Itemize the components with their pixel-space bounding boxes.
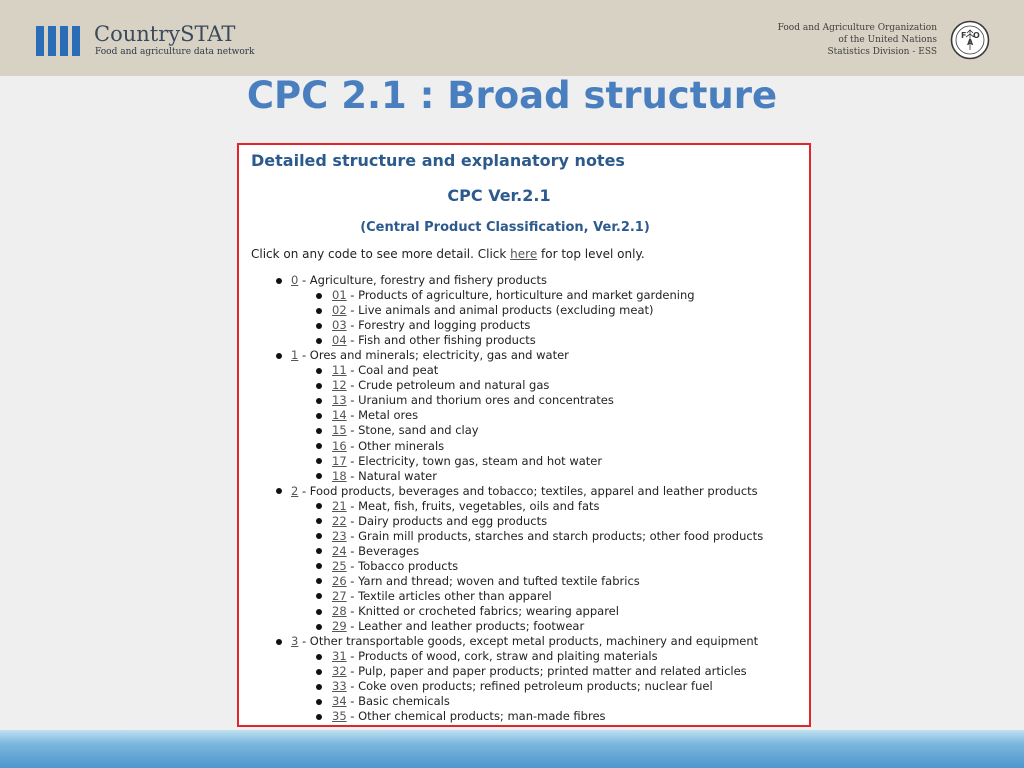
item-label: - Food products, beverages and tobacco; textiles, apparel and leather products (298, 483, 758, 498)
code-link[interactable]: 35 (332, 709, 347, 724)
code-link[interactable]: 27 (332, 588, 347, 603)
item-label: - Forestry and logging products (346, 318, 531, 333)
bullet-icon (316, 383, 322, 389)
code-link[interactable]: 25 (332, 558, 347, 573)
code-link[interactable]: 33 (332, 679, 347, 694)
svg-text:O: O (973, 31, 980, 40)
division-item (251, 589, 811, 604)
division-item (251, 408, 811, 423)
panel-subheading-full: (Central Product Classification, Ver.2.1) (360, 220, 650, 235)
bullet-icon (316, 699, 322, 705)
division-item (251, 544, 811, 559)
item-label: - Pulp, paper and paper products; printed matter and related articles (346, 664, 747, 679)
bullet-icon (316, 413, 322, 419)
division-item (251, 649, 811, 664)
section-item (251, 634, 811, 649)
code-link[interactable]: 2 (291, 483, 299, 498)
instruction-after: for top level only. (537, 247, 645, 261)
item-label: - Electricity, town gas, steam and hot water (346, 453, 603, 468)
division-item (251, 559, 811, 574)
bullet-icon (316, 473, 322, 479)
division-item (251, 529, 811, 544)
code-link[interactable]: 29 (332, 619, 347, 634)
item-label: - Coal and peat (346, 363, 439, 378)
item-label: - Meat, fish, fruits, vegetables, oils and fats (346, 498, 600, 513)
code-link[interactable]: 15 (332, 423, 347, 438)
division-item (251, 499, 811, 514)
panel-heading: Detailed structure and explanatory notes (251, 151, 625, 170)
bullet-icon (316, 293, 322, 299)
bullet-icon (316, 503, 322, 509)
item-label: - Basic chemicals (346, 694, 450, 709)
code-link[interactable]: 14 (332, 408, 347, 423)
header-band (0, 0, 1024, 76)
code-link[interactable]: 31 (332, 649, 347, 664)
code-link[interactable]: 11 (332, 363, 347, 378)
bullet-icon (316, 593, 322, 599)
item-label: - Beverages (346, 543, 420, 558)
division-item (251, 679, 811, 694)
division-item (251, 378, 811, 393)
slide-title: CPC 2.1 : Broad structure (246, 74, 778, 117)
code-link[interactable]: 26 (332, 573, 347, 588)
code-link[interactable]: 34 (332, 694, 347, 709)
bullet-icon (316, 714, 322, 720)
code-link[interactable]: 13 (332, 393, 347, 408)
item-label: - Coke oven products; refined petroleum products; nuclear fuel (346, 679, 713, 694)
division-item (251, 514, 811, 529)
item-label: - Leather and leather products; footwear (346, 619, 585, 634)
division-item (251, 454, 811, 469)
code-link[interactable]: 16 (332, 438, 347, 453)
instruction-text (251, 247, 645, 261)
instruction-before: Click on any code to see more detail. Click (251, 247, 511, 261)
bullet-icon (316, 518, 322, 524)
code-link[interactable]: 28 (332, 604, 347, 619)
bullet-icon (316, 338, 322, 344)
division-item (251, 469, 811, 484)
item-label: - Stone, sand and clay (346, 423, 479, 438)
bullet-icon (316, 308, 322, 314)
bullet-icon (276, 639, 282, 645)
code-link[interactable]: 03 (332, 318, 347, 333)
item-label: - Dairy products and egg products (346, 513, 548, 528)
division-item (251, 694, 811, 709)
item-label: - Other minerals (346, 438, 445, 453)
code-link[interactable]: 23 (332, 528, 347, 543)
bullet-icon (316, 563, 322, 569)
division-item (251, 318, 811, 333)
cpc-structure-panel (237, 143, 811, 727)
item-label: - Live animals and animal products (excluding meat) (346, 303, 654, 318)
code-link[interactable]: 1 (291, 348, 299, 363)
fao-emblem-icon (950, 20, 990, 60)
bullet-icon (276, 353, 282, 359)
division-item (251, 439, 811, 454)
svg-text:A: A (967, 38, 974, 47)
section-item (251, 273, 811, 288)
item-label: - Yarn and thread; woven and tufted textile fabrics (346, 573, 640, 588)
code-link[interactable]: 3 (291, 634, 299, 649)
bullet-icon (316, 398, 322, 404)
item-label: - Natural water (346, 468, 437, 483)
org-line: Food and Agriculture Organization (777, 23, 937, 33)
code-link[interactable]: 32 (332, 664, 347, 679)
panel-subheading: CPC Ver.2.1 (447, 186, 551, 205)
top-level-link[interactable]: here (510, 247, 538, 261)
code-link[interactable]: 24 (332, 543, 347, 558)
code-link[interactable]: 17 (332, 453, 347, 468)
bullet-icon (316, 578, 322, 584)
code-link[interactable]: 21 (332, 498, 347, 513)
division-item (251, 423, 811, 438)
section-item (251, 348, 811, 363)
code-link[interactable]: 18 (332, 468, 347, 483)
item-label: - Ores and minerals; electricity, gas and water (298, 348, 569, 363)
division-item (251, 709, 811, 724)
classification-tree (251, 273, 811, 724)
item-label: - Other chemical products; man-made fibres (346, 709, 606, 724)
code-link[interactable]: 0 (291, 273, 299, 287)
item-label: - Metal ores (346, 408, 419, 423)
item-label: - Textile articles other than apparel (346, 588, 552, 603)
bullet-icon (316, 548, 322, 554)
org-line: Statistics Division - ESS (827, 47, 937, 57)
bullet-icon (316, 654, 322, 660)
division-item (251, 619, 811, 634)
bullet-icon (316, 443, 322, 449)
bullet-icon (276, 278, 282, 284)
item-label: - Products of wood, cork, straw and plaiting materials (346, 649, 658, 664)
svg-text:F: F (961, 31, 967, 40)
code-link[interactable]: 01 (332, 288, 347, 303)
division-item (251, 574, 811, 589)
org-line: of the United Nations (838, 35, 937, 45)
bullet-icon (276, 488, 282, 494)
division-item (251, 604, 811, 619)
bullet-icon (316, 624, 322, 630)
item-label: - Products of agriculture, horticulture and market gardening (346, 288, 695, 303)
division-item (251, 363, 811, 378)
bullet-icon (316, 669, 322, 675)
bullet-icon (316, 609, 322, 615)
division-item (251, 288, 811, 303)
countrystat-logo-icon (36, 26, 80, 56)
bullet-icon (316, 533, 322, 539)
item-label: - Tobacco products (346, 558, 459, 573)
division-item (251, 303, 811, 318)
division-item (251, 664, 811, 679)
item-label: - Agriculture, forestry and fishery products (298, 273, 547, 287)
item-label: - Other transportable goods, except metal products, machinery and equipment (298, 634, 759, 649)
organization-name (778, 22, 937, 58)
bullet-icon (316, 323, 322, 329)
item-label: - Knitted or crocheted fabrics; wearing apparel (346, 604, 619, 619)
bullet-icon (316, 368, 322, 374)
division-item (251, 393, 811, 408)
logo-subtitle: Food and agriculture data network (95, 47, 255, 57)
logo-name: CountrySTAT (94, 22, 236, 46)
division-item (251, 333, 811, 348)
footer-band (0, 730, 1024, 768)
bullet-icon (316, 684, 322, 690)
code-link[interactable]: 22 (332, 513, 347, 528)
bullet-icon (316, 458, 322, 464)
item-label: - Uranium and thorium ores and concentrates (346, 393, 614, 408)
item-label: - Fish and other fishing products (346, 333, 536, 348)
item-label: - Crude petroleum and natural gas (346, 378, 550, 393)
section-item (251, 484, 811, 499)
item-label: - Grain mill products, starches and starch products; other food products (346, 528, 764, 543)
bullet-icon (316, 428, 322, 434)
code-link[interactable]: 04 (332, 333, 347, 348)
code-link[interactable]: 12 (332, 378, 347, 393)
code-link[interactable]: 02 (332, 303, 347, 318)
